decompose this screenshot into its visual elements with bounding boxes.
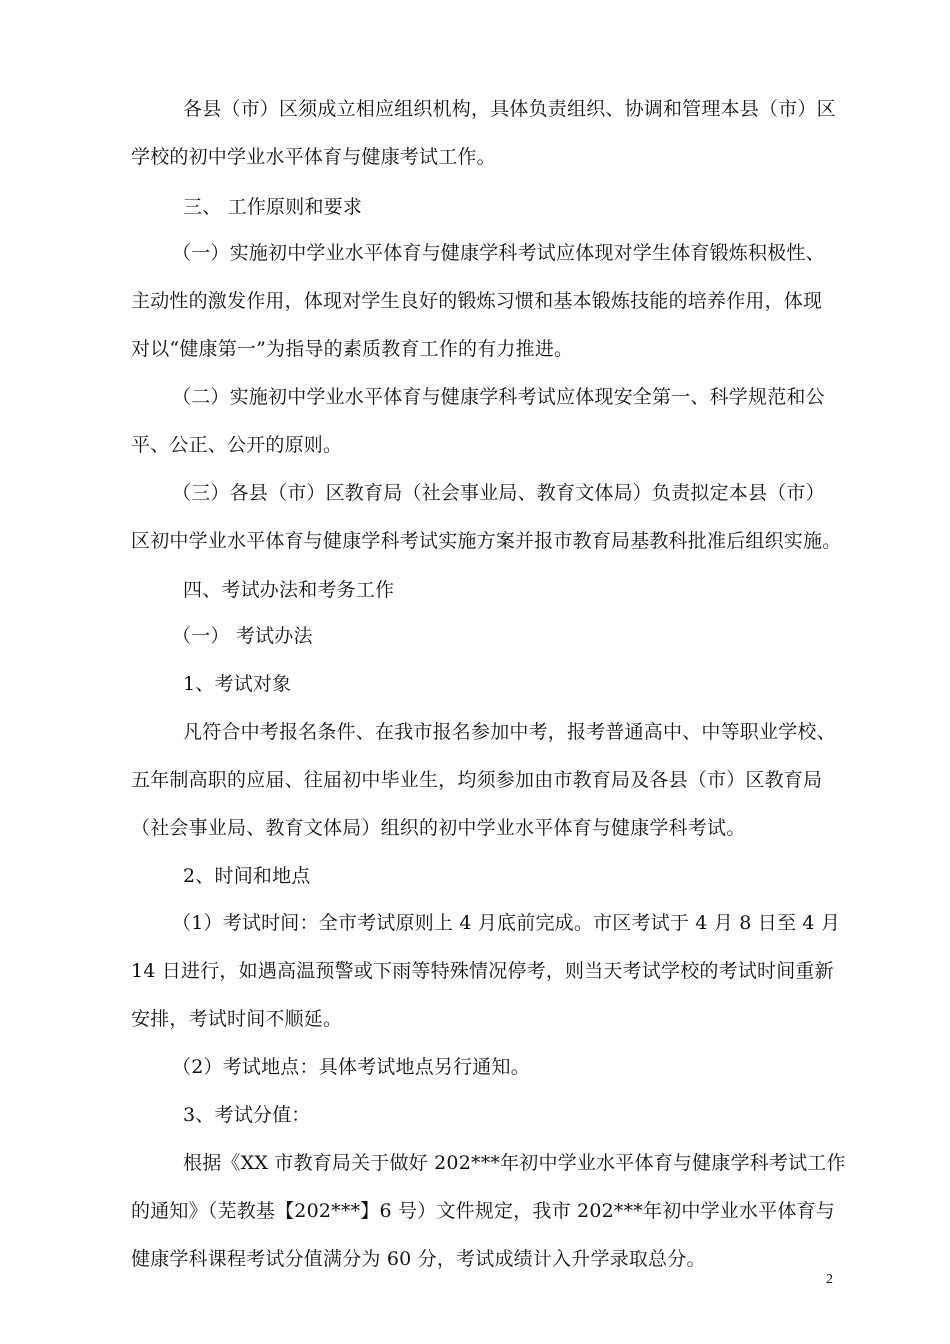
paragraph-line: 主动性的激发作用，体现对学生良好的锻炼习惯和基本锻炼技能的培养作用，体现 <box>131 290 823 312</box>
section-heading: 四、考试办法和考务工作 <box>183 579 395 601</box>
paragraph-line: 学校的初中学业水平体育与健康考试工作。 <box>131 146 496 168</box>
paragraph-line: （三）各县（市）区教育局（社会事业局、教育文体局）负责拟定本县（市） <box>172 482 825 504</box>
paragraph-line: 各县（市）区须成立相应组织机构，具体负责组织、协调和管理本县（市）区 <box>183 98 836 120</box>
paragraph-line: 根据《XX 市教育局关于做好 202***年初中学业水平体育与健康学科考试工作 <box>183 1152 846 1174</box>
paragraph-line: 凡符合中考报名条件、在我市报名参加中考，报考普通高中、中等职业学校、 <box>183 721 836 743</box>
page-number: 2 <box>826 1272 833 1287</box>
paragraph-line: （2）考试地点：具体考试地点另行通知。 <box>172 1056 530 1078</box>
paragraph-line: （社会事业局、教育文体局）组织的初中学业水平体育与健康学科考试。 <box>131 817 746 839</box>
paragraph-line: （1）考试时间：全市考试原则上 4 月底前完成。市区考试于 4 月 8 日至 4 月 <box>172 912 841 934</box>
paragraph-line: 安排，考试时间不顺延。 <box>131 1008 343 1030</box>
paragraph-line: 的通知》（芜教基【202***】6 号）文件规定，我市 202***年初中学业水平体育与 <box>131 1200 835 1222</box>
paragraph-line: 区初中学业水平体育与健康学科考试实施方案并报市教育局基教科批准后组织实施。 <box>131 530 842 552</box>
paragraph-line: （一）实施初中学业水平体育与健康学科考试应体现对学生体育锻炼积极性、 <box>172 242 825 264</box>
item-heading: 2、时间和地点 <box>183 865 311 887</box>
paragraph-line: （二）实施初中学业水平体育与健康学科考试应体现安全第一、科学规范和公 <box>172 386 825 408</box>
paragraph-line: 健康学科课程考试分值满分为 60 分，考试成绩计入升学录取总分。 <box>131 1248 706 1270</box>
subsection-heading: （一） 考试办法 <box>172 625 313 647</box>
paragraph-line: 对以“健康第一”为指导的素质教育工作的有力推进。 <box>131 338 574 360</box>
paragraph-line: 平、公正、公开的原则。 <box>131 434 343 456</box>
paragraph-line: 五年制高职的应届、往届初中毕业生，均须参加由市教育局及各县（市）区教育局 <box>131 769 823 791</box>
paragraph-line: 14 日进行，如遇高温预警或下雨等特殊情况停考，则当天考试学校的考试时间重新 <box>131 960 834 982</box>
item-heading: 3、考试分值： <box>183 1104 311 1126</box>
item-heading: 1、考试对象 <box>183 673 292 695</box>
section-heading: 三、 工作原则和要求 <box>183 196 363 218</box>
